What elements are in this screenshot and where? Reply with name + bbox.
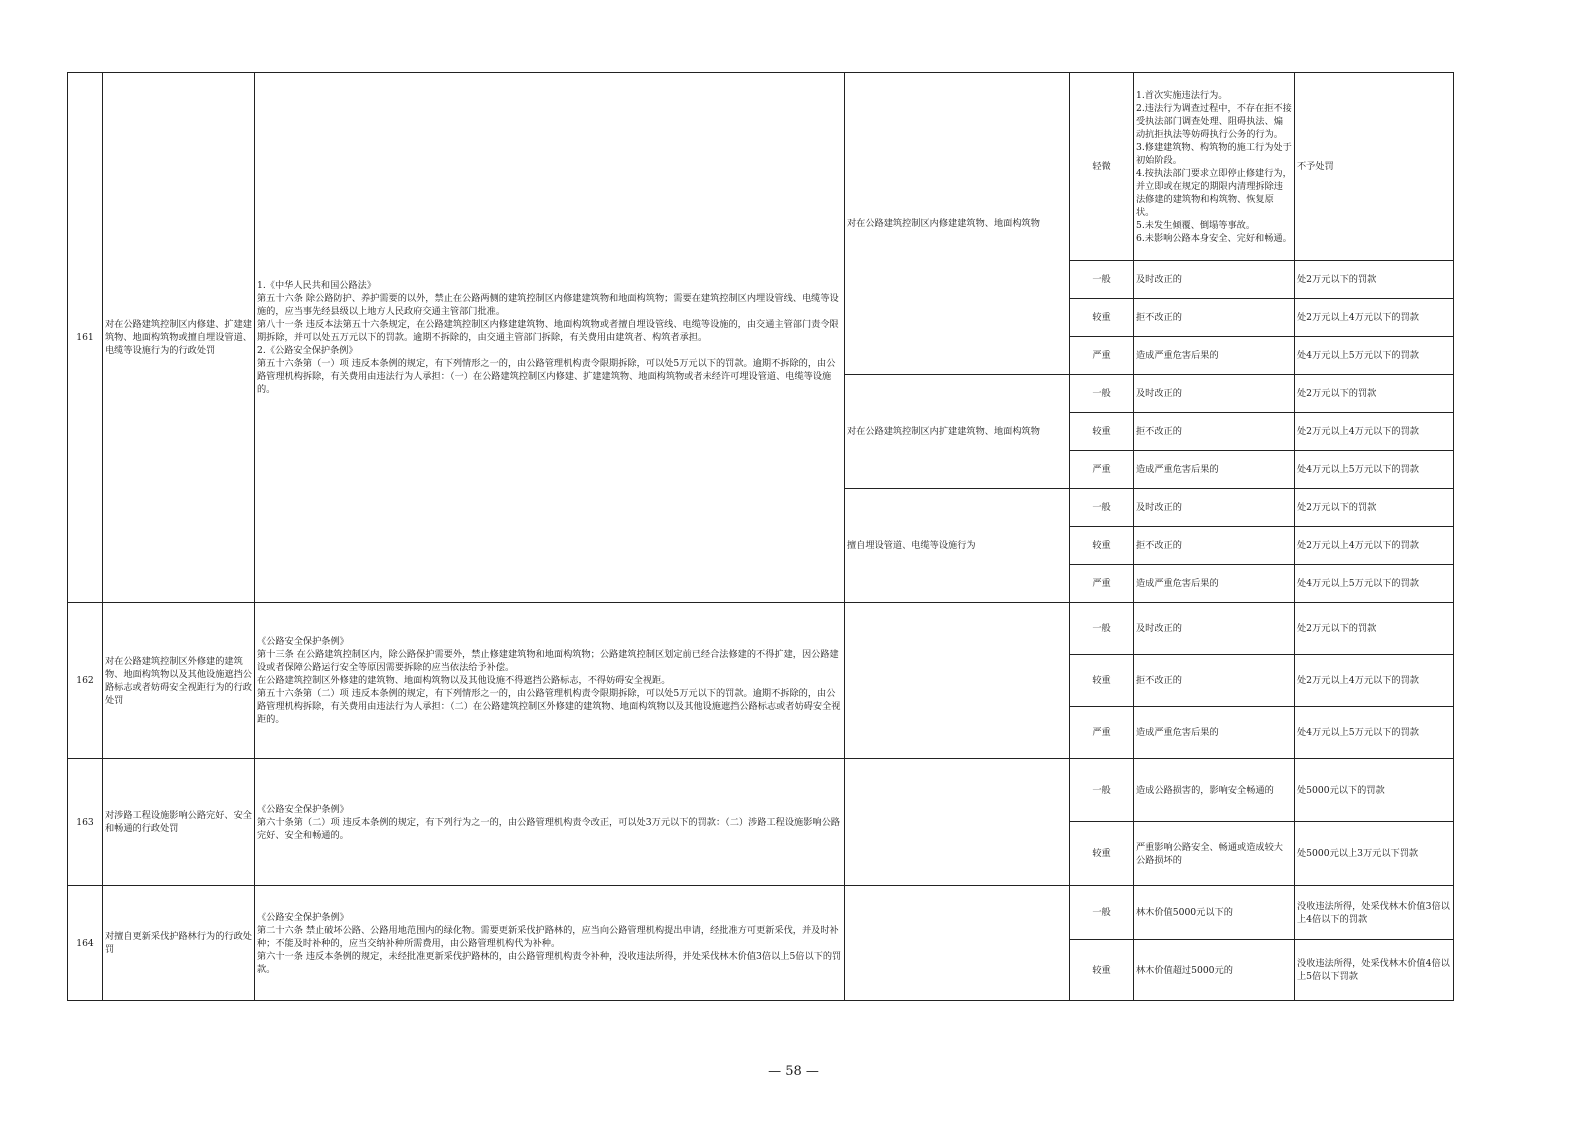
item-name: 对在公路建筑控制区内修建、扩建建筑物、地面构筑物或擅自埋设管道、电缆等设施行为的行政处罚 bbox=[103, 73, 255, 603]
violation-situation: 对在公路建筑控制区内修建建筑物、地面构筑物 bbox=[845, 73, 1070, 375]
violation-condition: 严重影响公路安全、畅通或造成较大公路损坏的 bbox=[1134, 822, 1295, 886]
severity-level: 严重 bbox=[1070, 707, 1134, 759]
violation-condition: 及时改正的 bbox=[1134, 603, 1295, 655]
penalty-standard: 没收违法所得，处采伐林木价值3倍以上4倍以下的罚款 bbox=[1295, 886, 1454, 940]
penalty-standard: 处2万元以上4万元以下的罚款 bbox=[1295, 655, 1454, 707]
severity-level: 一般 bbox=[1070, 375, 1134, 413]
legal-basis-text: 1.《中华人民共和国公路法》 第五十六条 除公路防护、养护需要的以外，禁止在公路两侧的建筑控制区内修建建筑物和地面构筑物；需要在建筑控制区内埋设管线、电缆等设施的，应当事先经县级以上地方人民政府交通主管部门批准。 第八十一条 违反本法第五十六条规定，在公路建筑控制区内修建建筑物、地面构筑物或者擅自埋设管线、电缆等设施的，由交通主管部门责令限期拆除，并可以处五万元以下的罚款。逾期不拆除的，由交通主管部门拆除，有关费用由建筑者、构筑者承担。 2.《公路安全保护条例》 第五十六条第（一）项 违反本条例的规定，有下列情形之一的，由公路管理机构责令限期拆除，可以处5万元以下的罚款。逾期不拆除的，由公路管理机构拆除，有关费用由违法行为人承担：（一）在公路建筑控制区内修建、扩建建筑物、地面构筑物或者未经许可埋设管道、电缆等设施的。 bbox=[257, 280, 839, 395]
table-row bbox=[68, 759, 1454, 822]
severity-level: 轻微 bbox=[1070, 73, 1134, 261]
penalty-standard: 处5000元以上3万元以下罚款 bbox=[1295, 822, 1454, 886]
legal-basis bbox=[255, 603, 845, 759]
severity-level: 较重 bbox=[1070, 655, 1134, 707]
severity-level: 一般 bbox=[1070, 489, 1134, 527]
item-name: 对涉路工程设施影响公路完好、安全和畅通的行政处罚 bbox=[103, 759, 255, 886]
penalty-standard: 处2万元以上4万元以下的罚款 bbox=[1295, 299, 1454, 337]
violation-condition: 拒不改正的 bbox=[1134, 413, 1295, 451]
severity-level: 较重 bbox=[1070, 527, 1134, 565]
violation-condition: 造成严重危害后果的 bbox=[1134, 707, 1295, 759]
legal-basis-text: 《公路安全保护条例》 第二十六条 禁止破坏公路、公路用地范围内的绿化物。需要更新采伐护路林的，应当向公路管理机构提出申请，经批准方可更新采伐，并及时补种；不能及时补种的，应当交纳补种所需费用，由公路管理机构代为补种。 第六十一条 违反本条例的规定，未经批准更新采伐护路林的，由公路管理机构责令补种，没收违法所得，并处采伐林木价值3倍以上5倍以下的罚款。 bbox=[257, 911, 842, 975]
severity-level: 严重 bbox=[1070, 451, 1134, 489]
penalty-standard: 处2万元以上4万元以下的罚款 bbox=[1295, 413, 1454, 451]
violation-condition: 拒不改正的 bbox=[1134, 655, 1295, 707]
severity-level: 较重 bbox=[1070, 940, 1134, 1001]
penalty-standards-table bbox=[67, 72, 1454, 1001]
violation-condition: 林木价值超过5000元的 bbox=[1134, 940, 1295, 1001]
violation-condition: 造成公路损害的，影响安全畅通的 bbox=[1134, 759, 1295, 822]
violation-condition: 及时改正的 bbox=[1134, 489, 1295, 527]
violation-condition: 拒不改正的 bbox=[1134, 527, 1295, 565]
penalty-standard: 处4万元以上5万元以下的罚款 bbox=[1295, 337, 1454, 375]
violation-situation bbox=[845, 759, 1070, 886]
violation-condition: 造成严重危害后果的 bbox=[1134, 565, 1295, 603]
violation-condition: 拒不改正的 bbox=[1134, 299, 1295, 337]
severity-level: 较重 bbox=[1070, 299, 1134, 337]
penalty-standard: 没收违法所得，处采伐林木价值4倍以上5倍以下罚款 bbox=[1295, 940, 1454, 1001]
violation-situation: 擅自埋设管道、电缆等设施行为 bbox=[845, 489, 1070, 603]
violation-condition: 造成严重危害后果的 bbox=[1134, 337, 1295, 375]
severity-level: 严重 bbox=[1070, 337, 1134, 375]
violation-situation bbox=[845, 886, 1070, 1001]
table-row bbox=[68, 886, 1454, 940]
penalty-standard: 处2万元以下的罚款 bbox=[1295, 375, 1454, 413]
penalty-standard: 处4万元以上5万元以下的罚款 bbox=[1295, 707, 1454, 759]
page-number: — 58 — bbox=[768, 1064, 819, 1079]
penalty-standard: 处2万元以上4万元以下的罚款 bbox=[1295, 527, 1454, 565]
violation-situation bbox=[845, 603, 1070, 759]
violation-condition: 造成严重危害后果的 bbox=[1134, 451, 1295, 489]
legal-basis bbox=[255, 759, 845, 886]
severity-level: 一般 bbox=[1070, 886, 1134, 940]
legal-basis bbox=[255, 73, 845, 603]
severity-level: 一般 bbox=[1070, 261, 1134, 299]
severity-level: 一般 bbox=[1070, 603, 1134, 655]
violation-condition: 及时改正的 bbox=[1134, 375, 1295, 413]
penalty-standard: 处2万元以下的罚款 bbox=[1295, 489, 1454, 527]
item-number: 164 bbox=[68, 886, 103, 1001]
penalty-standard: 处4万元以上5万元以下的罚款 bbox=[1295, 565, 1454, 603]
violation-condition: 林木价值5000元以下的 bbox=[1134, 886, 1295, 940]
severity-level: 一般 bbox=[1070, 759, 1134, 822]
legal-basis-text: 《公路安全保护条例》 第六十条第（二）项 违反本条例的规定，有下列行为之一的，由公路管理机构责令改正，可以处3万元以下的罚款：（二）涉路工程设施影响公路完好、安全和畅通的。 bbox=[257, 803, 840, 841]
severity-level: 严重 bbox=[1070, 565, 1134, 603]
item-name: 对在公路建筑控制区外修建的建筑物、地面构筑物以及其他设施遮挡公路标志或者妨碍安全视距行为的行政处罚 bbox=[103, 603, 255, 759]
table-row bbox=[68, 73, 1454, 261]
legal-basis-text: 《公路安全保护条例》 第十三条 在公路建筑控制区内，除公路保护需要外，禁止修建建筑物和地面构筑物；公路建筑控制区划定前已经合法修建的不得扩建，因公路建设或者保障公路运行安全等原因需要拆除的应当依法给予补偿。 在公路建筑控制区外修建的建筑物、地面构筑物以及其他设施不得遮挡公路标志，不得妨碍安全视距。 第五十六条第（二）项 违反本条例的规定，有下列情形之一的，由公路管理机构责令限期拆除，可以处5万元以下的罚款。逾期不拆除的，由公路管理机构拆除，有关费用由违法行为人承担：（二）在公路建筑控制区外修建的建筑物、地面构筑物以及其他设施遮挡公路标志或者妨碍安全视距的。 bbox=[257, 636, 841, 725]
penalty-standard: 处2万元以下的罚款 bbox=[1295, 603, 1454, 655]
violation-situation: 对在公路建筑控制区内扩建建筑物、地面构筑物 bbox=[845, 375, 1070, 489]
severity-level: 较重 bbox=[1070, 413, 1134, 451]
item-number: 163 bbox=[68, 759, 103, 886]
penalty-standard: 处4万元以上5万元以下的罚款 bbox=[1295, 451, 1454, 489]
legal-basis bbox=[255, 886, 845, 1001]
penalty-standard: 处2万元以下的罚款 bbox=[1295, 261, 1454, 299]
penalty-standard: 不予处罚 bbox=[1295, 73, 1454, 261]
violation-condition bbox=[1134, 73, 1295, 261]
severity-level: 较重 bbox=[1070, 822, 1134, 886]
violation-condition: 及时改正的 bbox=[1134, 261, 1295, 299]
table-row bbox=[68, 603, 1454, 655]
item-number: 162 bbox=[68, 603, 103, 759]
item-name: 对擅自更新采伐护路林行为的行政处罚 bbox=[103, 886, 255, 1001]
condition-text: 1.首次实施违法行为。 2.违法行为调查过程中，不存在拒不接受执法部门调查处理、阻碍执法、煽动抗拒执法等妨碍执行公务的行为。 3.修建建筑物、构筑物的施工行为处于初始阶段。 4.按执法部门要求立即停止修建行为，并立即或在规定的期限内清理拆除违法修建的建筑物和构筑物、恢复原状。 5.未发生倾覆、倒塌等事故。 6.未影响公路本身安全、完好和畅通。 bbox=[1136, 89, 1292, 244]
penalty-standard: 处5000元以下的罚款 bbox=[1295, 759, 1454, 822]
item-number: 161 bbox=[68, 73, 103, 603]
